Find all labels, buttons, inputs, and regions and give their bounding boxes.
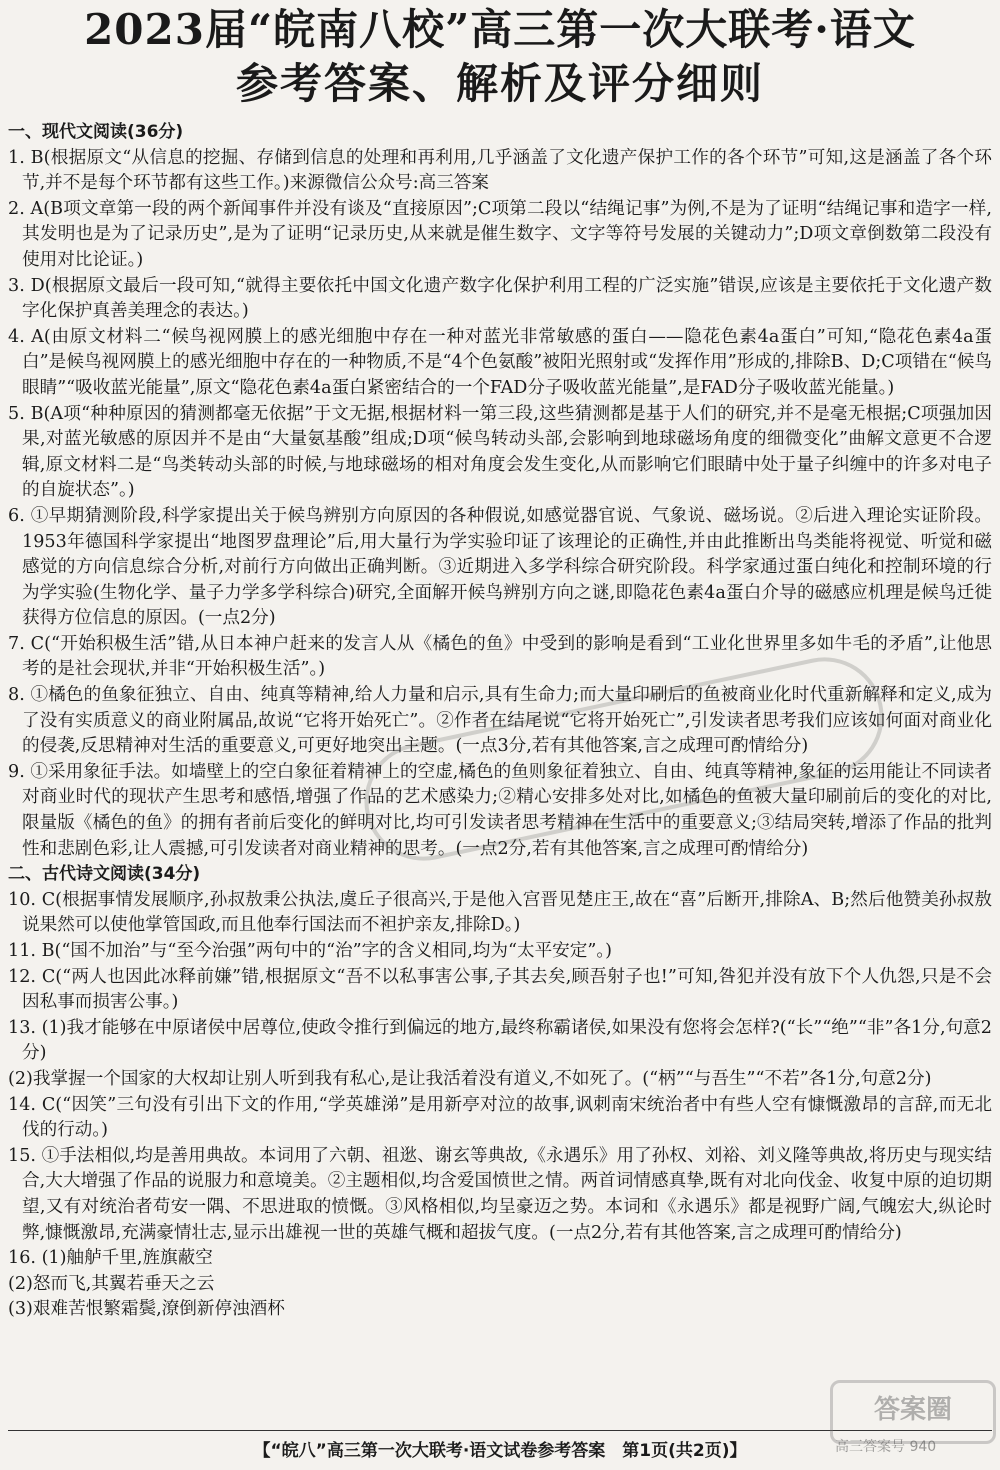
section-heading-classical-reading: 二、古代诗文阅读(34分) [8, 864, 201, 885]
watermark-caption-text: 高三答案号 [835, 1439, 905, 1455]
answer-body [8, 120, 992, 1323]
document-title: 2023届“皖南八校”高三第一次大联考·语文 [84, 5, 916, 54]
answer-item: 7. C(“开始积极生活”错,从日本神户赶来的发言人从《橘色的鱼》中受到的影响是看到“工业化世界里多如牛毛的矛盾”,让他思考的是社会现状,并非“开始积极生活”。) [8, 633, 992, 680]
document-subtitle: 参考答案、解析及评分细则 [235, 59, 764, 108]
page-footer: 【“皖八”高三第一次大联考·语文试卷参考答案 第1页(共2页)】 [253, 1441, 747, 1461]
watermark-caption [835, 1436, 936, 1456]
answer-item: 5. B(A项“种种原因的猜测都毫无依据”于文无据,根据材料一第三段,这些猜测都是基于人们的研究,并不是毫无根据;C项强加因果,对蓝光敏感的原因并不是由“大量氨基酸”组成;D项“候鸟转动头部,会影响到地球磁场角度的细微变化”曲解文意更不合逻辑,原文材料二是“鸟类转动头部的时候,与地球磁场的相对角度会发生变化,从而影响它们眼睛中处于量子纠缠中的许多对电子的自旋状态”。) [8, 403, 992, 501]
answer-subitem: (2)怒而飞,其翼若垂天之云 [8, 1273, 215, 1294]
watermark-logo: 答案圈 [830, 1380, 996, 1444]
answer-item: 6. ①早期猜测阶段,科学家提出关于候鸟辨别方向原因的各种假说,如感觉器官说、气象说、磁场说。②后进入理论实证阶段。1953年德国科学家提出“地图罗盘理论”后,用大量行为学实验印证了该理论的正确性,并由此推断出鸟类能将视觉、听觉和磁感觉的方向信息综合分析,对前行方向做出正确判断。③近期进入多学科综合研究阶段。科学家通过蛋白纯化和控制环境的行为学实验(生物化学、量子力学多学科综合)研究,全面解开候鸟辨别方向之谜,即隐花色素4a蛋白介导的磁感应机理是候鸟迁徙获得方位信息的原因。(一点2分) [8, 505, 992, 629]
answer-item: 10. C(根据事情发展顺序,孙叔敖秉公执法,虞丘子很高兴,于是他入宫晋见楚庄王,故在“喜”后断开,排除A、B;然后他赞美孙叔敖说果然可以使他掌管国政,而且他奉行国法而不袒护亲友,排除D。) [8, 889, 992, 936]
answer-item: 9. ①采用象征手法。如墙壁上的空白象征着精神上的空虚,橘色的鱼则象征着独立、自由、纯真等精神,象征的运用能让不同读者对商业时代的现状产生思考和感悟,增强了作品的艺术感染力;②精心安排多处对比,如橘色的鱼被大量印刷前后的变化的对比,限量版《橘色的鱼》的拥有者前后变化的鲜明对比,均可引发读者思考精神在生活中的重要意义;③结局突转,增添了作品的批判性和悲剧色彩,让人震撼,可引发读者对商业精神的思考。(一点2分,若有其他答案,言之成理可酌情给分) [8, 761, 992, 859]
answer-item: 11. B(“国不加治”与“至今治强”两句中的“治”字的含义相同,均为“太平安定”。) [8, 941, 613, 961]
answer-item: 15. ①手法相似,均是善用典故。本词用了六朝、祖逖、谢玄等典故,《永遇乐》用了孙权、刘裕、刘义隆等典故,将历史与现实结合,大大增强了作品的说服力和意境美。②主题相似,均含爱国愤世之情。两首词情感真挚,既有对北向伐金、收复中原的迫切期望,又有对统治者苟安一隅、不思进取的愤慨。③风格相似,均呈豪迈之势。本词和《永遇乐》都是视野广阔,气魄宏大,纵论时弊,慷慨激昂,充满豪情壮志,显示出雄视一世的英雄气概和超拔气度。(一点2分,若有其他答案,言之成理可酌情给分) [8, 1145, 992, 1243]
answer-item: 16. (1)舳舻千里,旌旗蔽空 [8, 1248, 213, 1269]
page-code: 940 [909, 1439, 937, 1455]
section-heading-modern-reading: 一、现代文阅读(36分) [8, 122, 184, 142]
answer-item: 8. ①橘色的鱼象征独立、自由、纯真等精神,给人力量和启示,具有生命力;而大量印刷后的鱼被商业化时代重新解释和定义,成为了没有实质意义的商业附属品,故说“它将开始死亡”。②作者在结尾说“它将开始死亡”,引发读者思考我们应该如何面对商业化的侵袭,反思精神对生活的重要意义,可更好地突出主题。(一点3分,若有其他答案,言之成理可酌情给分) [8, 685, 992, 757]
answer-item: 13. (1)我才能够在中原诸侯中居尊位,使政令推行到偏远的地方,最终称霸诸侯,如果没有您将会怎样?(“长”“绝”“非”各1分,句意2分) [8, 1017, 992, 1064]
answer-item: 3. D(根据原文最后一段可知,“就得主要依托中国文化遗产数字化保护利用工程的广泛实施”错误,应该是主要依托于文化遗产数字化保护真善美理念的表达。) [8, 275, 992, 322]
answer-subitem: (3)艰难苦恨繁霜鬓,潦倒新停浊酒杯 [8, 1299, 285, 1320]
answer-item: 4. A(由原文材料二“候鸟视网膜上的感光细胞中存在一种对蓝光非常敏感的蛋白——隐花色素4a蛋白”可知,“隐花色素4a蛋白”是候鸟视网膜上的感光细胞中存在的一种物质,不是“4个色氨酸”被阳光照射或“发挥作用”形成的,排除B、D;C项错在“候鸟眼睛”“吸收蓝光能量”,原文“隐花色素4a蛋白紧密结合的一个FAD分子吸收蓝光能量”,是FAD分子吸收蓝光能量。) [8, 326, 992, 398]
answer-item: 1. B(根据原文“从信息的挖掘、存储到信息的处理和再利用,几乎涵盖了文化遗产保护工作的各个环节”可知,这是涵盖了各个环节,并不是每个环节都有这些工作。)来源微信公众号:高三答案 [8, 147, 992, 194]
answer-item: 2. A(B项文章第一段的两个新闻事件并没有谈及“直接原因”;C项第二段以“结绳记事”为例,不是为了证明“结绳记事和造字一样,其发明也是为了记录历史”,是为了证明“记录历史,从来就是催生数字、文字等符号发展的关键动力”;D项文章倒数第二段没有使用对比论证。) [8, 198, 992, 270]
answer-subitem: (2)我掌握一个国家的大权却让别人听到我有私心,是让我活着没有道义,不如死了。(“柄”“与吾生”“不若”各1分,句意2分) [8, 1068, 932, 1089]
answer-item: 14. C(“因笑”三句没有引出下文的作用,“学英雄涕”是用新亭对泣的故事,讽刺南宋统治者中有些人空有慷慨激昂的言辞,而无北伐的行动。) [8, 1094, 992, 1141]
answer-item: 12. C(“两人也因此冰释前嫌”错,根据原文“吾不以私事害公事,子其去矣,顾吾射子也!”可知,咎犯并没有放下个人仇怨,只是不会因私事而损害公事。) [8, 966, 992, 1013]
